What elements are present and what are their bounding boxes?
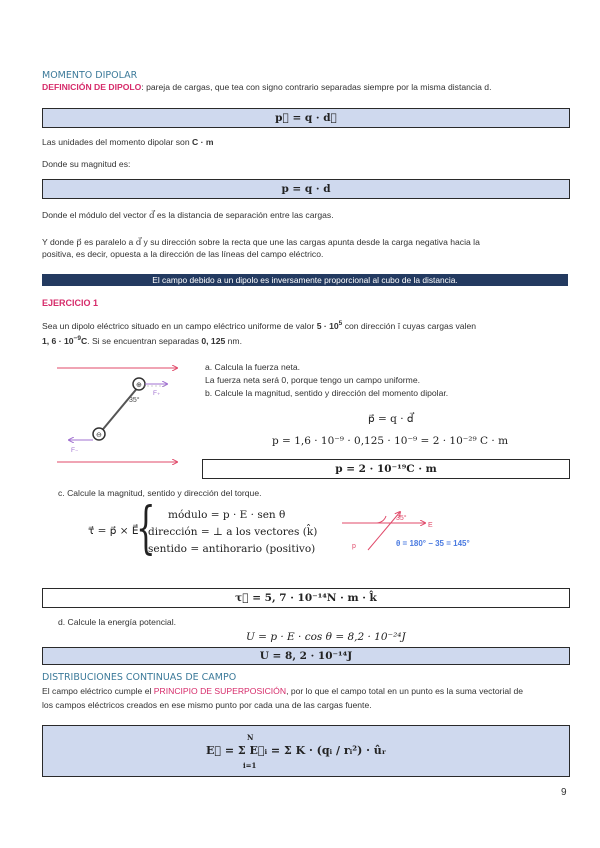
- statement-charge-value: 1, $6 \cdot 10^{-9}C$: [42, 335, 88, 346]
- torque-lhs: τ⃗ = p⃗ × E⃗: [88, 525, 139, 537]
- module-text: Donde el módulo del vector d⃗ es la distancia de separación entre las cargas.: [42, 210, 334, 220]
- svg-text:⊖: ⊖: [96, 432, 102, 439]
- diagram-label-fminus: F₋: [71, 447, 79, 454]
- result-box-b: [202, 459, 570, 479]
- svg-text:⊕: ⊕: [136, 382, 142, 389]
- result-box-d: [42, 647, 570, 665]
- superposition-line1: El campo eléctrico cumple el PRINCIPIO DE SUPERPOSICIÓN, por lo que el campo total en un punto es la suma vectorial de: [42, 686, 524, 696]
- sketch-p: p: [352, 543, 356, 550]
- result-d: U = 8, 2 · 10⁻¹⁴J: [259, 650, 353, 662]
- formula-p-magnitude: p = q · d: [281, 183, 331, 195]
- formula-b1: p⃗ = q · d⃗: [368, 413, 414, 425]
- statement-text-2c: . Si se encuentran separadas: [87, 336, 199, 346]
- units-text: Las unidades del momento dipolar son: [42, 137, 190, 147]
- units-value: C · m: [192, 137, 214, 147]
- dipole-diagram: [55, 358, 185, 470]
- diagram-label-fplus: F₊: [153, 390, 161, 397]
- statement-field-value: $5 \cdot 10^5$: [316, 320, 343, 331]
- formula-box-p-vector: [42, 108, 570, 128]
- section-heading-distribuciones: DISTRIBUCIONES CONTINUAS DE CAMPO: [42, 672, 237, 683]
- sum-top: N: [247, 733, 254, 742]
- sketch-E: E: [428, 522, 433, 529]
- part-c-question: c. Calcule la magnitud, sentido y dirección del torque.: [58, 488, 262, 498]
- formula-superposition: E⃗ = Σ E⃗ᵢ = Σ K · (qᵢ / rᵢ²) · ûᵣ: [206, 744, 387, 757]
- torque-row-sentido: sentido = antihorario (positivo): [148, 543, 316, 555]
- highlight-bar: El campo debido a un dipolo es inversamente proporcional al cubo de la distancia.: [42, 274, 568, 286]
- section-heading-momento-dipolar: MOMENTO DIPOLAR: [42, 70, 138, 81]
- definition-text: : pareja de cargas, que tea con signo contrario separadas siempre por la misma distancia d.: [141, 82, 492, 92]
- definition-label: DEFINICIÓN DE DIPOLO: [42, 82, 142, 92]
- parallel-paragraph-line1: Y donde p⃗ es paralelo a d⃗ y su dirección sobre la recta que une las cargas apunta desde la carga negativa hacia la: [42, 237, 480, 247]
- units-line: [42, 137, 214, 148]
- sketch-theta: θ = 180° − 35 = 145°: [396, 539, 470, 548]
- statement-text-c: con dirección î cuyas cargas valen: [344, 321, 477, 331]
- parallel-paragraph-line2: positiva, es decir, opuesta a la dirección de las líneas del campo eléctrico.: [42, 249, 324, 259]
- statement-unit: nm.: [227, 336, 242, 346]
- result-b: p = 2 · 10⁻¹⁹C · m: [335, 463, 437, 475]
- sketch-angle: 35°: [396, 515, 407, 522]
- formula-d: U = p · E · cos θ = 8,2 · 10⁻²⁴J: [246, 631, 406, 643]
- statement-distance-value: 0, 125: [201, 336, 226, 346]
- result-c: τ⃗ = 5, 7 · 10⁻¹⁴N · m · k̂: [235, 592, 377, 604]
- part-a-question: a. Calcula la fuerza neta.: [205, 362, 301, 372]
- sum-bottom: i=1: [243, 761, 257, 770]
- part-d-question: d. Calcule la energía potencial.: [58, 617, 177, 627]
- formula-box-superposition: [42, 725, 570, 777]
- formula-box-p-magnitude: [42, 179, 570, 199]
- page-number: 9: [561, 787, 567, 798]
- formula-b2: p = 1,6 · 10⁻⁹ · 0,125 · 10⁻⁹ = 2 · 10⁻²⁹ C · m: [272, 435, 509, 447]
- exercise-statement-line2: [42, 336, 242, 347]
- exercise-statement-line1: [42, 321, 476, 332]
- torque-row-direccion: dirección = ⊥ a los vectores (k̂): [148, 526, 318, 538]
- torque-angle-sketch: [340, 506, 510, 556]
- result-box-c: [42, 588, 570, 608]
- torque-brace: {: [136, 496, 156, 561]
- part-b-question: b. Calcule la magnitud, sentido y dirección del momento dipolar.: [205, 388, 449, 398]
- torque-row-modulo: módulo = p · E · sen θ: [168, 509, 286, 521]
- part-a-answer: La fuerza neta será 0, porque tengo un campo uniforme.: [205, 375, 420, 385]
- superposition-line2: los campos eléctricos creados en ese mismo punto por cada una de las cargas fuente.: [42, 700, 372, 710]
- diagram-angle: 35°: [129, 397, 140, 404]
- definition-line: [42, 82, 491, 93]
- formula-p-vector: p⃗ = q · d⃗: [275, 112, 337, 124]
- superposition-principle: PRINCIPIO DE SUPERPOSICIÓN: [153, 686, 287, 696]
- exercise-title: EJERCICIO 1: [42, 298, 99, 308]
- statement-text-a: Sea un dipolo eléctrico situado en un campo eléctrico uniforme de valor: [42, 321, 315, 331]
- magnitude-label: Donde su magnitud es:: [42, 159, 131, 169]
- dipole-rod: [99, 386, 139, 434]
